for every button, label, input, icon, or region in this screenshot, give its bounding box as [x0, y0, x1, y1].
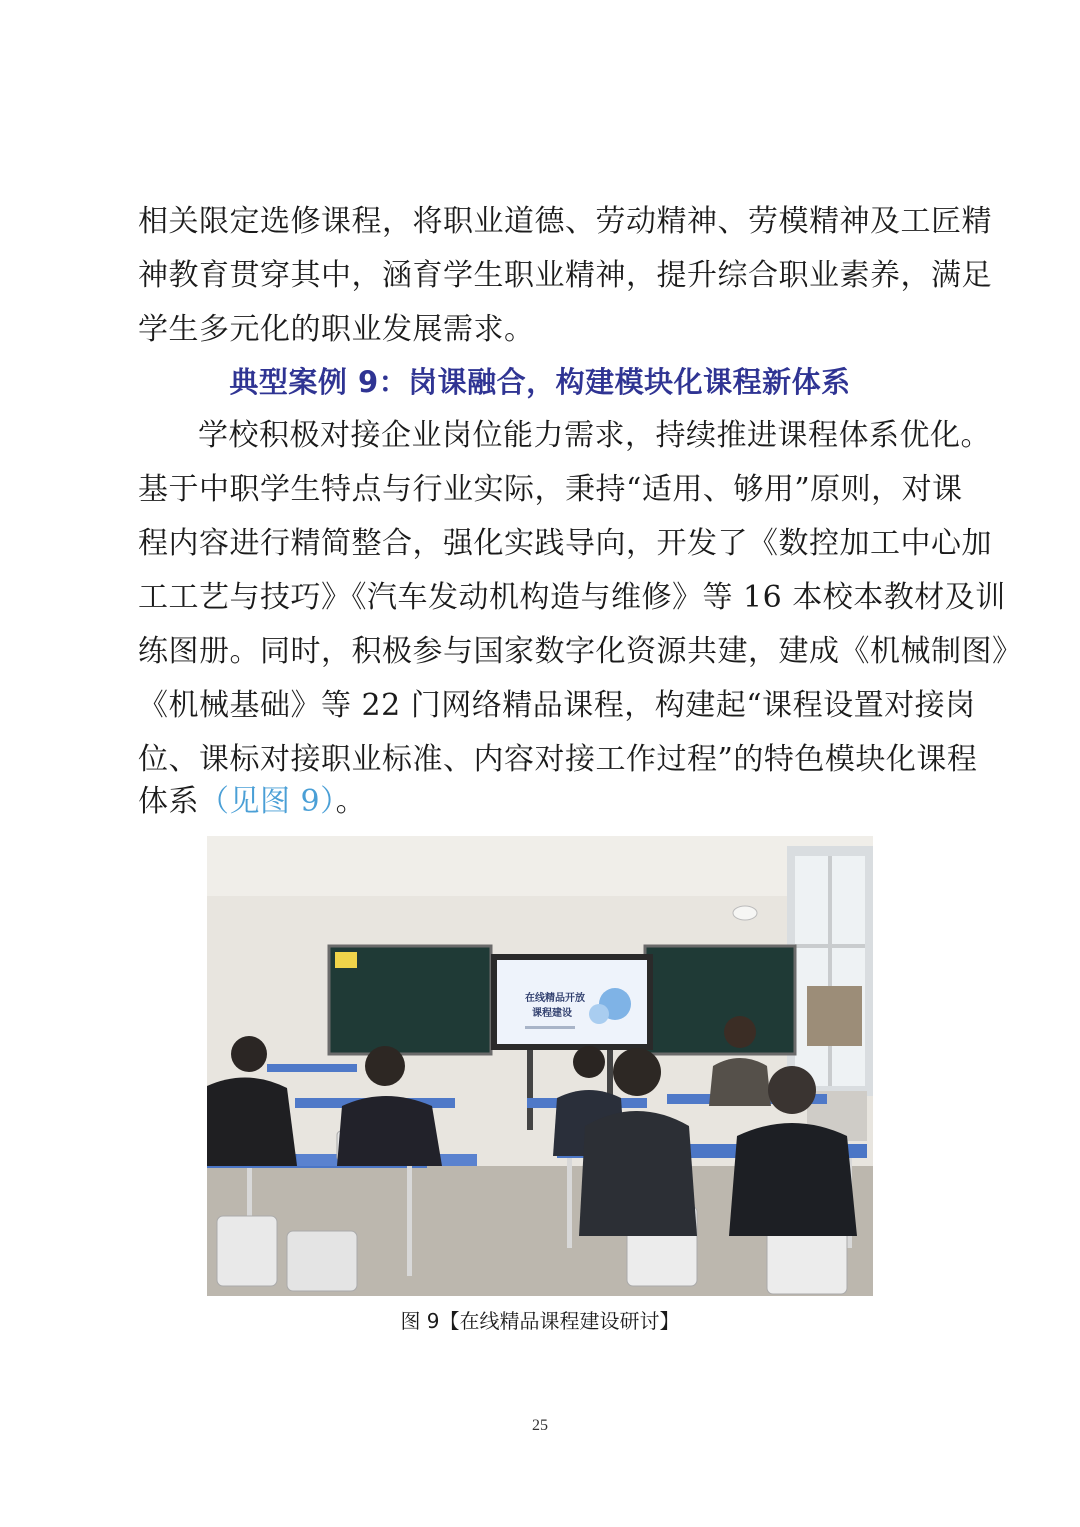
- classroom-photo: [207, 836, 873, 1296]
- paragraph-line: 学生多元化的职业发展需求。: [138, 312, 535, 347]
- paragraph-line: 程内容进行精简整合，强化实践导向，开发了《数控加工中心加: [138, 526, 992, 561]
- paragraph-line: 神教育贯穿其中，涵育学生职业精神，提升综合职业素养，满足: [138, 258, 992, 293]
- paragraph-line: 练图册。同时，积极参与国家数字化资源共建，建成《机械制图》: [138, 634, 1023, 669]
- figure-caption: 图 9【在线精品课程建设研讨】: [400, 1309, 680, 1333]
- case-heading: 典型案例 9：岗课融合，构建模块化课程新体系: [229, 365, 851, 399]
- paragraph-text: 。: [335, 784, 367, 819]
- paragraph-line: 《机械基础》等 22 门网络精品课程，构建起“课程设置对接岗: [138, 688, 976, 723]
- paragraph-line: 相关限定选修课程，将职业道德、劳动精神、劳模精神及工匠精: [138, 204, 992, 239]
- paragraph-line-last: [138, 782, 942, 822]
- screen-title-line2: 课程建设: [532, 1008, 572, 1019]
- figure-reference-link[interactable]: （见图 9）: [199, 784, 336, 819]
- paragraph-line: 位、课标对接职业标准、内容对接工作过程”的特色模块化课程: [138, 742, 978, 777]
- paragraph-text: 体系: [138, 784, 199, 819]
- screen-title-line1: 在线精品开放: [525, 993, 585, 1004]
- paragraph-line: 工工艺与技巧》《汽车发动机构造与维修》等 16 本校本教材及训: [138, 580, 1006, 615]
- paragraph-line: 学校积极对接企业岗位能力需求，持续推进课程体系优化。: [198, 418, 991, 453]
- paragraph-line: 基于中职学生特点与行业实际，秉持“适用、够用”原则，对课: [138, 472, 963, 507]
- page-number: 25: [532, 1417, 548, 1434]
